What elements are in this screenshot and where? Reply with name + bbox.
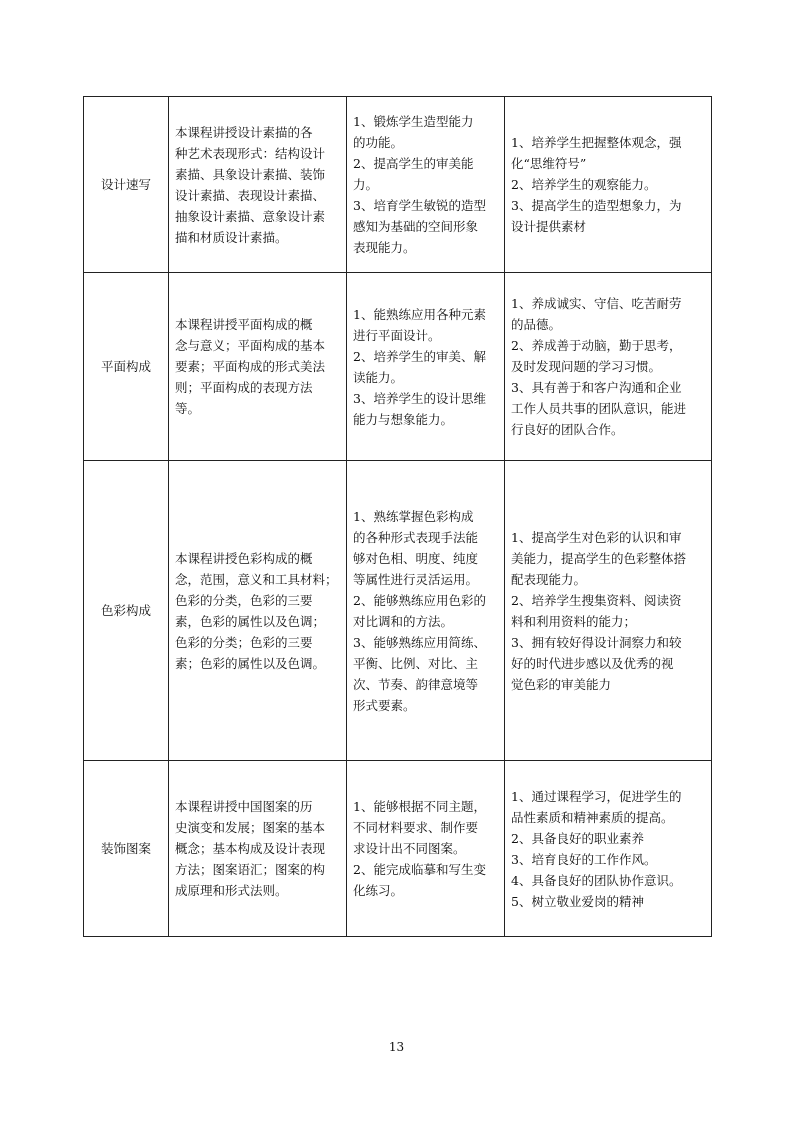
ability-line: 2、能完成临摹和写生变 [353, 862, 486, 877]
quality-line: 的品德。 [511, 317, 562, 332]
content-line: 方法；图案语汇；图案的构 [175, 862, 326, 877]
ability-line: 不同材料要求、制作要 [353, 820, 479, 835]
content-line: 色彩的分类；色彩的三要 [175, 634, 313, 650]
ability-line: 1、能够根据不同主题， [353, 799, 486, 814]
quality-line: 3、拥有较好得设计洞察力和较 [511, 634, 682, 650]
course-name: 平面构成 [84, 273, 169, 461]
table-row [84, 97, 712, 273]
content-line: 素描、具象设计素描、装饰 [175, 166, 326, 182]
course-name: 设计速写 [84, 97, 169, 273]
ability-cell [347, 97, 505, 273]
ability-line: 力。 [353, 177, 379, 192]
course-table [83, 96, 712, 937]
ability-line: 形式要素。 [353, 697, 416, 713]
content-line: 等。 [175, 401, 201, 416]
quality-line: 料和利用资料的能力； [511, 613, 637, 629]
content-line: 要素；平面构成的形式美法 [175, 359, 326, 374]
ability-line: 平衡、比例、对比、主 [353, 655, 479, 671]
quality-line: 设计提供素材 [511, 219, 587, 234]
content-cell [169, 761, 347, 937]
quality-line: 2、培养学生搜集资料、阅读资 [511, 592, 682, 608]
course-name: 装饰图案 [84, 761, 169, 937]
ability-line: 化练习。 [353, 883, 404, 898]
quality-line: 1、养成诚实、守信、吃苦耐劳 [511, 296, 682, 311]
content-line: 本课程讲授色彩构成的概 [175, 550, 313, 566]
quality-line: 化“思维符号” [511, 156, 587, 171]
content-line: 本课程讲授平面构成的概 [175, 317, 313, 332]
content-line: 描和材质设计素描。 [175, 229, 288, 245]
ability-line: 进行平面设计。 [353, 327, 441, 343]
ability-line: 3、培育学生敏锐的造型 [353, 198, 486, 213]
content-line: 抽象设计素描、意象设计素 [175, 208, 326, 224]
table-row [84, 761, 712, 937]
quality-line: 2、具备良好的职业素养 [511, 830, 644, 846]
ability-line: 表现能力。 [353, 240, 416, 255]
ability-line: 2、提高学生的审美能 [353, 156, 474, 171]
content-line: 念，范围，意义和工具材料； [175, 571, 338, 587]
quality-cell [505, 273, 712, 461]
quality-line: 工作人员共事的团队意识，能进 [511, 401, 687, 416]
content-line: 色彩的分类，色彩的三要 [175, 592, 313, 608]
ability-line: 3、培养学生的设计思维 [353, 390, 486, 406]
quality-line: 3、培育良好的工作作风。 [511, 851, 657, 867]
content-line: 成原理和形式法则。 [175, 883, 288, 898]
content-line: 念与意义；平面构成的基本 [175, 338, 326, 353]
content-line: 素，色彩的属性以及色调； [175, 613, 326, 629]
content-cell [169, 97, 347, 273]
quality-line: 品性素质和精神素质的提高。 [511, 809, 674, 825]
ability-line: 等属性进行灵活运用。 [353, 571, 479, 587]
table-row [84, 461, 712, 761]
ability-line: 对比调和的方法。 [353, 613, 454, 629]
quality-line: 2、养成善于动脑，勤于思考， [511, 338, 682, 353]
ability-line: 1、能熟练应用各种元素 [353, 306, 486, 322]
table-row [84, 273, 712, 461]
quality-line: 3、提高学生的造型想象力，为 [511, 198, 682, 213]
quality-cell [505, 461, 712, 761]
ability-line: 感知为基础的空间形象 [353, 219, 479, 234]
ability-line: 够对色相、明度、纯度 [353, 550, 479, 566]
ability-line: 求设计出不同图案。 [353, 841, 466, 856]
quality-line: 5、树立敬业爱岗的精神 [511, 893, 644, 909]
quality-line: 1、提高学生对色彩的认识和审 [511, 529, 682, 545]
quality-line: 及时发现问题的学习习惯。 [511, 359, 662, 374]
quality-line: 3、具有善于和客户沟通和企业 [511, 380, 682, 395]
ability-line: 的各种形式表现手法能 [353, 529, 479, 545]
quality-cell [505, 761, 712, 937]
ability-line: 2、能够熟练应用色彩的 [353, 592, 486, 608]
ability-line: 次、节奏、韵律意境等 [353, 676, 479, 692]
content-cell [169, 273, 347, 461]
ability-line: 读能力。 [353, 369, 404, 385]
ability-cell [347, 461, 505, 761]
quality-line: 配表现能力。 [511, 571, 587, 587]
content-line: 史演变和发展；图案的基本 [175, 820, 326, 835]
content-line: 本课程讲授中国图案的历 [175, 799, 313, 814]
content-line: 本课程讲授设计素描的各 [175, 124, 313, 140]
ability-line: 能力与想象能力。 [353, 411, 454, 427]
quality-cell [505, 97, 712, 273]
course-name: 色彩构成 [84, 461, 169, 761]
ability-line: 2、培养学生的审美、解 [353, 348, 486, 364]
content-line: 素；色彩的属性以及色调。 [175, 655, 326, 671]
quality-line: 行良好的团队合作。 [511, 422, 624, 437]
ability-cell [347, 761, 505, 937]
content-line: 种艺术表现形式：结构设计 [175, 145, 326, 161]
ability-line: 3、能够熟练应用简练、 [353, 634, 486, 650]
page-number: 13 [388, 1040, 405, 1054]
quality-line: 4、具备良好的团队协作意识。 [511, 872, 682, 888]
ability-line: 的功能。 [353, 135, 404, 150]
quality-line: 好的时代进步感以及优秀的视 [511, 655, 674, 671]
ability-cell [347, 273, 505, 461]
ability-line: 1、锻炼学生造型能力 [353, 114, 474, 129]
content-line: 则；平面构成的表现方法 [175, 380, 313, 395]
quality-line: 觉色彩的审美能力 [511, 676, 612, 692]
ability-line: 1、熟练掌握色彩构成 [353, 508, 474, 524]
quality-line: 1、通过课程学习，促进学生的 [511, 788, 682, 804]
content-line: 设计素描、表现设计素描、 [175, 187, 326, 203]
content-line: 概念；基本构成及设计表现 [175, 841, 326, 856]
quality-line: 美能力，提高学生的色彩整体搭 [511, 550, 687, 566]
content-cell [169, 461, 347, 761]
quality-line: 2、培养学生的观察能力。 [511, 177, 657, 192]
quality-line: 1、培养学生把握整体观念，强 [511, 135, 682, 150]
